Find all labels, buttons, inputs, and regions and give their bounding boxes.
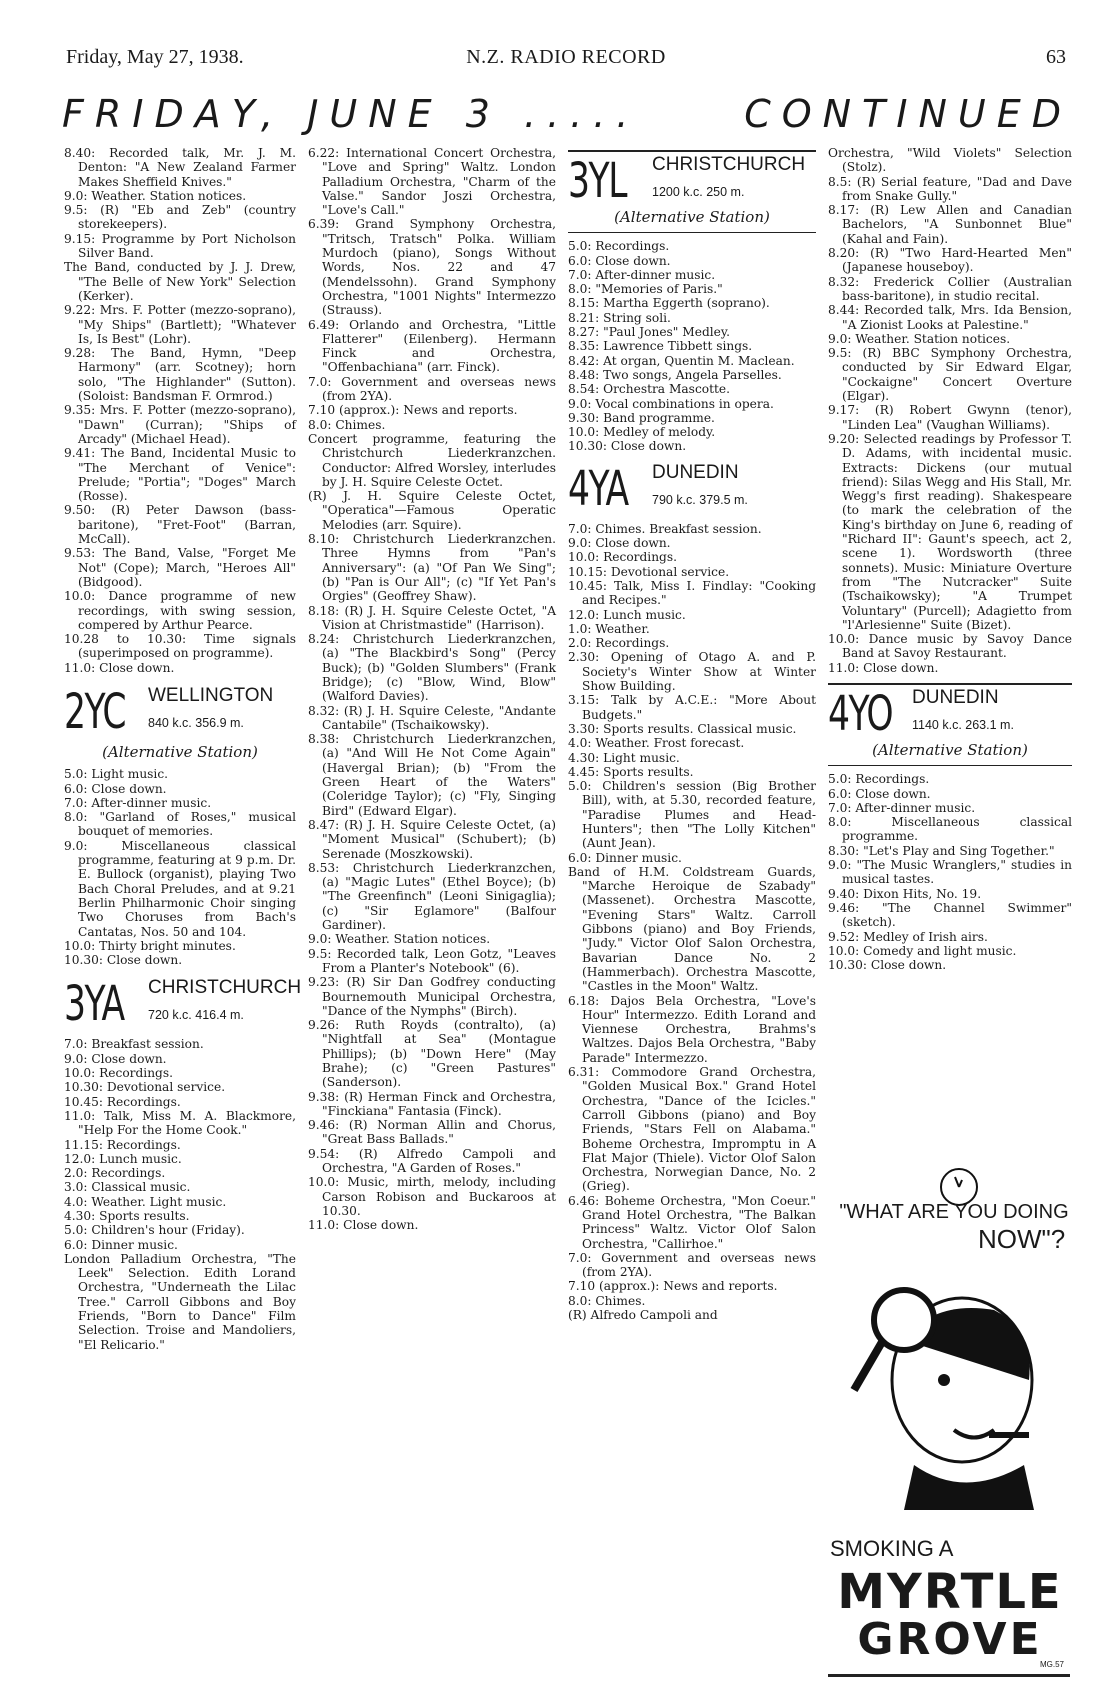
clock-hands-icon — [942, 1170, 976, 1204]
listing-entry: 10.0: Dance programme of new recordings, with swing session, compered by Arthur Pearce. — [64, 589, 296, 632]
listing-entry: 9.5: Recorded talk, Leon Gotz, "Leaves From a Planter's Notebook" (6). — [308, 946, 556, 975]
listing-entry: 6.31: Commodore Grand Orchestra, "Golden Musical Box." Grand Hotel Orchestra, "Dance of the Icicles." Carroll Gibbons (piano) and Boy Friends, "Stars Fell on Alabama." Boheme Orchestra, Impromptu in A Flat Major (Thiele). Victor Olof Salon Orchestra, Norwegian Dance, No. 2 (Grieg). — [568, 1065, 816, 1194]
listing-entry: 8.0: "Garland of Roses," musical bouquet of memories. — [64, 810, 296, 839]
station-alternative: (Alternative Station) — [872, 740, 1028, 759]
station-2yc-header — [64, 683, 296, 740]
listing-entry: 4.30: Light music. — [568, 750, 680, 765]
station-city: CHRISTCHURCH — [652, 154, 806, 175]
page-number: 63 — [1046, 46, 1066, 68]
station-3yl-header — [568, 153, 816, 209]
station-alternative: (Alternative Station) — [102, 742, 258, 761]
listing-entry: 5.0: Children's hour (Friday). — [64, 1223, 245, 1238]
station-4ya-header — [568, 460, 816, 517]
listing-entry: 9.35: Mrs. F. Potter (mezzo-soprano), "Dawn" (Curran); "Ships of Arcady" (Michael Head). — [64, 403, 296, 446]
listing-entry: 10.28 to 10.30: Time signals (superimposed on programme). — [64, 632, 296, 661]
listing-entry: 6.22: International Concert Orchestra, "Love and Spring" Waltz. London Palladium Orchestra, "Charm of the Valse." Sandor Joszi Orchestra, "Love's Call." — [308, 146, 556, 218]
listing-block — [308, 146, 556, 1233]
listing-entry: 8.48: Two songs, Angela Parselles. — [568, 367, 782, 382]
ad-code: MG.57 — [1039, 1660, 1064, 1669]
station-city: DUNEDIN — [652, 461, 739, 483]
listing-entry: (R) Alfredo Campoli and — [568, 1308, 718, 1323]
listing-entry: 2.0: Recordings. — [64, 1166, 166, 1181]
divider — [828, 683, 1072, 685]
listing-entry: 11.15: Recordings. — [64, 1137, 181, 1152]
listing-entry: 10.0: Recordings. — [64, 1066, 173, 1081]
listing-entry: 4.45: Sports results. — [568, 764, 694, 779]
listing-entry: 10.45: Recordings. — [64, 1094, 181, 1109]
listing-entry: 5.0: Light music. — [64, 767, 169, 782]
listing-entry: 9.0: Weather. Station notices. — [828, 331, 1011, 346]
listing-entry: 1.0: Weather. — [568, 621, 650, 636]
listing-entry: 8.20: (R) "Two Hard-Hearted Men" (Japanese houseboy). — [828, 246, 1072, 275]
listing-entry: 5.0: Children's session (Big Brother Bill), with, at 5.30, recorded feature, "Paradise Plumes and Head-Hunters"; then "The Lolly Kitchen" (Aunt Jean). — [568, 779, 816, 851]
listing-entry: 9.0: Miscellaneous classical programme, featuring at 9 p.m. Dr. E. Bullock (organist), playing Two Bach Choral Preludes, and at 9.21 Berlin Philharmonic Choir singing Two Choruses from Bach's Cantatas, Nos. 50 and 104. — [64, 838, 296, 939]
station-frequency: 840 k.c. 356.9 m. — [148, 715, 244, 730]
listing-entry: 8.42: At organ, Quentin M. Maclean. — [568, 353, 795, 368]
listing-block — [828, 146, 1072, 675]
listing-entry: 8.0: Miscellaneous classical programme. — [828, 815, 1072, 844]
listing-entry: 11.0: Close down. — [308, 1218, 419, 1233]
listing-entry: 6.0: Dinner music. — [64, 1237, 178, 1252]
issue-date: Friday, May 27, 1938. — [66, 46, 244, 68]
listing-entry: 9.22: Mrs. F. Potter (mezzo-soprano), "My Ships" (Bartlett); "Whatever Is, Is Best" (Lohr). — [64, 303, 296, 346]
listing-entry: 5.0: Recordings. — [568, 239, 670, 254]
listing-entry: 9.0: Close down. — [64, 1051, 167, 1066]
listing-entry: 8.27: "Paul Jones" Medley. — [568, 325, 731, 340]
listing-entry: 7.0: Breakfast session. — [64, 1037, 204, 1052]
station-frequency: 1200 k.c. 250 m. — [652, 185, 745, 199]
listing-entry: 8.40: Recorded talk, Mr. J. M. Denton: "A New Zealand Farmer Makes Sheffield Knives." — [64, 146, 296, 189]
divider — [568, 232, 816, 233]
station-4yo-header — [828, 685, 1072, 742]
listing-entry: 11.0: Close down. — [64, 660, 175, 675]
listing-entry: 3.15: Talk by A.C.E.: "More About Budgets." — [568, 693, 816, 722]
listing-entry: 9.40: Dixon Hits, No. 19. — [828, 886, 982, 901]
listing-entry: 4.30: Sports results. — [64, 1209, 190, 1223]
listing-entry: 8.17: (R) Lew Allen and Canadian Bachelors, "A Sunbonnet Blue" (Kahal and Fain). — [828, 203, 1072, 246]
station-call-sign: 2YC — [64, 683, 126, 740]
station-city: CHRISTCHURCH — [148, 977, 302, 999]
listing-entry: The Band, conducted by J. J. Drew, "The Belle of New York" Selection (Kerker). — [64, 260, 296, 303]
ad-question: "WHAT ARE YOU DOING — [839, 1201, 1069, 1223]
listing-entry: 8.21: String soli. — [568, 310, 671, 325]
listing-entry: 9.23: (R) Sir Dan Godfrey conducting Bournemouth Municipal Orchestra, "Dance of the Nymphs" (Birch). — [308, 975, 556, 1018]
listing-entry: 9.50: (R) Peter Dawson (bass-baritone), "Fret-Foot" (Barran, McCall). — [64, 503, 296, 547]
listing-entry: London Palladium Orchestra, "The Leek" Selection. Edith Lorand Orchestra, "Underneath the Lilac Tree." Carroll Gibbons and Boy Friends, "Born to Dance" Film Selection. Troise and Mandoliers, "El Relicario." — [64, 1251, 296, 1352]
listing-entry: 6.0: Close down. — [568, 253, 671, 268]
column-2 — [308, 146, 556, 1233]
listing-entry: 6.46: Boheme Orchestra, "Mon Coeur." Grand Hotel Orchestra, "The Balkan Princess" Waltz. Victor Olof Salon Orchestra, "Callirhoe." — [568, 1193, 816, 1251]
listing-entry: 8.18: (R) J. H. Squire Celeste Octet, "A Vision at Christmastide" (Harrison). — [308, 603, 556, 632]
listing-entry: 7.0: Chimes. Breakfast session. — [568, 521, 762, 536]
listing-entry: 8.32: Frederick Collier (Australian bass-baritone), in studio recital. — [828, 274, 1072, 303]
station-frequency: 1140 k.c. 263.1 m. — [912, 717, 1014, 732]
listing-entry: 10.45: Talk, Miss I. Findlay: "Cooking and Recipes." — [568, 578, 816, 608]
listing-entry: 7.10 (approx.): News and reports. — [308, 403, 518, 418]
listing-entry: 8.0: Chimes. — [568, 1293, 646, 1308]
listing-entry: 9.30: Band programme. — [568, 410, 715, 425]
myrtle-grove-advertisement — [828, 1168, 1072, 1676]
listing-entry: 8.35: Lawrence Tibbett sings. — [568, 339, 753, 354]
listing-entry: 6.49: Orlando and Orchestra, "Little Flatterer" (Eilenberg). Hermann Finck and Orchestra, "Offenbachiana" (arr. Finck). — [308, 317, 556, 375]
listing-entry: 8.15: Martha Eggerth (soprano). — [568, 296, 770, 311]
listing-entry: 10.30: Close down. — [64, 953, 183, 968]
listing-entry: 9.20: Selected readings by Professor T. D. Adams, with incidental music. Extracts: Dickens (our mutual friend): Silas Wegg and His Stall, Mr. Wegg's first reading). Shakespeare (to mark the celebration of the King's birthday on June 6, reading of "Richard II": Gaunt's speech, act 2, scene 1). Wordsworth (three sonnets). Music: Miniature Overture from "The Nutcracker" Suite (Tschaikowsky); "A Trumpet Voluntary" (Purcell); Adagietto from "l'Arlesienne" Suite (Bizet). — [828, 431, 1072, 632]
listing-entry: 10.0: Dance music by Savoy Dance Band at Savoy Restaurant. — [828, 632, 1072, 661]
smoker-illustration-icon — [844, 1260, 1054, 1510]
listing-block — [64, 146, 296, 675]
listing-entry: 10.30: Close down. — [568, 439, 687, 454]
listing-entry: 11.0: Close down. — [828, 660, 939, 675]
listing-entry: 9.52: Medley of Irish airs. — [828, 929, 988, 944]
listing-entry: 8.0: "Memories of Paris." — [568, 282, 723, 297]
listing-entry: 6.0: Close down. — [828, 786, 931, 801]
listing-entry: Concert programme, featuring the Christchurch Liederkranzchen. Conductor: Alfred Worsley, interludes by J. H. Squire Celeste Octet. — [308, 431, 556, 489]
listing-entry: 10.0: Comedy and light music. — [828, 943, 1017, 958]
listing-entry: 9.41: The Band, Incidental Music to "The Merchant of Venice": Prelude; "Portia"; "Doges" March (Rosse). — [64, 446, 296, 504]
banner-right: CONTINUED — [744, 92, 1072, 136]
listing-entry: 10.0: Music, mirth, melody, including Carson Robison and Buckaroos at 10.30. — [308, 1175, 556, 1218]
listing-entry: 2.30: Opening of Otago A. and P. Society's Winter Show at Winter Show Building. — [568, 650, 816, 694]
listing-block — [64, 767, 296, 967]
listing-entry: 11.0: Talk, Miss M. A. Blackmore, "Help For the Home Cook." — [64, 1108, 296, 1138]
listing-block — [828, 772, 1072, 972]
listing-entry: 9.46: (R) Norman Allin and Chorus, "Great Bass Ballads." — [308, 1118, 556, 1147]
listing-entry: 2.0: Recordings. — [568, 636, 670, 651]
station-alternative: (Alternative Station) — [614, 208, 770, 226]
listing-entry: 10.0: Medley of melody. — [568, 425, 716, 440]
brand-name-myrtle: MYRTLE — [837, 1564, 1063, 1620]
listing-block — [568, 522, 816, 1323]
listing-block — [64, 1037, 296, 1352]
listing-entry: 10.30: Devotional service. — [64, 1080, 226, 1095]
listing-entry: 8.54: Orchestra Mascotte. — [568, 382, 730, 397]
listing-entry: 4.0: Weather. Light music. — [64, 1194, 227, 1209]
listing-entry: 9.15: Programme by Port Nicholson Silver Band. — [64, 231, 296, 261]
listing-entry: 9.17: (R) Robert Gwynn (tenor), "Linden Lea" (Vaughan Williams). — [828, 403, 1072, 432]
listing-entry: 8.38: Christchurch Liederkranzchen, (a) "And Will He Not Come Again" (Havergal Brian); (b) "From the Green Heart of the Waters" (Coleridge Taylor); (c) "Fly, Singing Bird" (Edward Elgar). — [308, 732, 556, 818]
listing-entry: 10.30: Close down. — [828, 958, 947, 973]
listing-entry: 8.30: "Let's Play and Sing Together." — [828, 843, 1055, 858]
listing-entry: 8.5: (R) Serial feature, "Dad and Dave from Snake Gully." — [828, 174, 1072, 203]
listing-entry: 8.44: Recorded talk, Mrs. Ida Bension, "A Zionist Looks at Palestine." — [828, 303, 1072, 332]
listing-entry: 9.0: "The Music Wranglers," studies in musical tastes. — [828, 858, 1072, 887]
station-city: WELLINGTON — [148, 684, 274, 706]
listing-entry: Orchestra, "Wild Violets" Selection (Stolz). — [828, 146, 1072, 175]
banner-left: FRIDAY, JUNE 3 ..... — [62, 92, 640, 136]
listing-entry: (R) J. H. Squire Celeste Octet, "Operatica"—Famous Operatic Melodies (arr. Squire). — [308, 489, 556, 532]
listing-entry: 8.0: Chimes. — [308, 417, 386, 432]
listing-entry: 8.24: Christchurch Liederkranzchen, (a) "The Blackbird's Song" (Percy Buck); (b) "Golden Slumbers" (Frank Bridge); (c) "Blow, Wind, Blow" (Walford Davies). — [308, 632, 556, 704]
listing-entry: 7.0: Government and overseas news (from 2YA). — [308, 374, 556, 404]
divider — [568, 150, 816, 152]
listing-entry: 9.5: (R) BBC Symphony Orchestra, conducted by Sir Edward Elgar, "Cockaigne" Concert Overture (Elgar). — [828, 346, 1072, 404]
listing-entry: 4.0: Weather. Frost forecast. — [568, 736, 745, 751]
listing-entry: 9.46: "The Channel Swimmer" (sketch). — [828, 900, 1072, 930]
listing-entry: 9.26: Ruth Royds (contralto), (a) "Nightfall at Sea" (Montague Phillips); (b) "Down Here" (May Brahe); (c) "Green Pastures" (Sanderson). — [308, 1018, 556, 1090]
listing-block — [568, 239, 816, 453]
station-call-sign: 3YA — [64, 976, 124, 1033]
station-frequency: 720 k.c. 416.4 m. — [148, 1008, 244, 1023]
listing-entry: 7.0: After-dinner music. — [64, 795, 212, 810]
listing-entry: 7.0: Government and overseas news (from 2YA). — [568, 1250, 816, 1280]
publication-title: N.Z. RADIO RECORD — [466, 46, 666, 68]
station-3ya-header — [64, 976, 302, 1033]
listing-entry: 10.0: Recordings. — [568, 550, 677, 565]
listing-entry: 9.54: (R) Alfredo Campoli and Orchestra, "A Garden of Roses." — [308, 1146, 556, 1176]
listing-entry: 12.0: Lunch music. — [64, 1151, 182, 1166]
column-4 — [828, 146, 1072, 972]
listing-entry: 12.0: Lunch music. — [568, 607, 686, 622]
listing-entry: 8.47: (R) J. H. Squire Celeste Octet, (a) "Moment Musical" (Schubert); (b) Serenade (Moszkowski). — [308, 817, 556, 861]
listing-entry: 9.53: The Band, Valse, "Forget Me Not" (Cope); March, "Heroes All" (Bidgood). — [64, 546, 296, 589]
ad-question-end: NOW"? — [978, 1224, 1066, 1254]
divider — [828, 765, 1072, 766]
listing-entry: 7.0: After-dinner music. — [568, 267, 716, 282]
column-3 — [568, 146, 816, 1322]
listing-entry: 6.0: Close down. — [64, 781, 167, 796]
listing-entry: 9.0: Weather. Station notices. — [64, 188, 247, 203]
column-1 — [64, 146, 302, 1352]
listing-entry: 6.0: Dinner music. — [568, 850, 682, 865]
ad-smoking-text: SMOKING A — [830, 1536, 954, 1561]
listing-entry: 6.39: Grand Symphony Orchestra, "Tritsch, Tratsch" Polka. William Murdoch (piano), Songs Without Words, Nos. 22 and 47 (Mendelssohn). Grand Symphony Orchestra, "1001 Nights" Intermezzo (Strauss). — [308, 217, 556, 318]
listing-entry: 8.53: Christchurch Liederkranzchen, (a) "Magic Lutes" (Ethel Boyce); (b) "The Greenfinch" (Leoni Sinigaglia); (c) "Sir Eglamore" (Balfour Gardiner). — [308, 860, 556, 933]
station-city: DUNEDIN — [912, 686, 999, 708]
listing-entry: 10.0: Thirty bright minutes. — [64, 938, 236, 953]
listing-entry: 3.0: Classical music. — [64, 1180, 191, 1195]
station-call-sign: 4YO — [828, 685, 893, 742]
brand-name-grove: GROVE — [857, 1614, 1043, 1665]
listing-entry: 7.10 (approx.): News and reports. — [568, 1279, 778, 1294]
listing-entry: 9.0: Close down. — [568, 536, 671, 551]
page-header — [66, 46, 1066, 74]
listing-entry: 9.28: The Band, Hymn, "Deep Harmony" (arr. Scotney); horn solo, "The Highlander" (Sutton). (Soloist: Bandsman F. Ormrod.) — [64, 346, 296, 404]
listing-entry: 9.0: Weather. Station notices. — [308, 932, 491, 947]
listing-entry: 9.38: (R) Herman Finck and Orchestra, "Finckiana" Fantasia (Finck). — [308, 1089, 556, 1118]
listing-entry: 8.32: (R) J. H. Squire Celeste, "Andante Cantabile" (Tschaikowsky). — [308, 703, 556, 732]
section-banner — [62, 92, 1072, 140]
station-frequency: 790 k.c. 379.5 m. — [652, 492, 748, 507]
listing-entry: 7.0: After-dinner music. — [828, 800, 976, 815]
listing-entry: 9.0: Vocal combinations in opera. — [568, 396, 774, 411]
station-call-sign: 3YL — [568, 153, 627, 209]
listing-entry: 5.0: Recordings. — [828, 772, 930, 787]
listing-entry: 3.30: Sports results. Classical music. — [568, 721, 797, 736]
listing-entry: 9.5: (R) "Eb and Zeb" (country storekeepers). — [64, 203, 296, 232]
station-call-sign: 4YA — [568, 460, 628, 517]
listing-entry: 8.10: Christchurch Liederkranzchen. Three Hymns from "Pan's Anniversary": (a) "Of Pan We Sing"; (b) "Pan is Our All"; (c) "If Yet Pan's Orgies" (Geoffrey Shaw). — [308, 532, 556, 604]
listing-entry: Band of H.M. Coldstream Guards, "Marche Heroique de Szabady" (Massenet). Orchestra Mascotte, "Evening Stars" Waltz. Carroll Gibbons (piano) and Boy Friends, "Judy." Victor Olof Salon Orchestra, Bavarian Dance No. 2 (Hammerbach). Orchestra Mascotte, "Castles in the Moon" Waltz. — [568, 864, 816, 994]
listing-entry: 6.18: Dajos Bela Orchestra, "Love's Hour" Intermezzo. Edith Lorand and Viennese Orchestra, Brahms's Waltzes. Dajos Bela Orchestra, "Baby Parade" Intermezzo. — [568, 993, 816, 1065]
listing-entry: 10.15: Devotional service. — [568, 564, 730, 579]
